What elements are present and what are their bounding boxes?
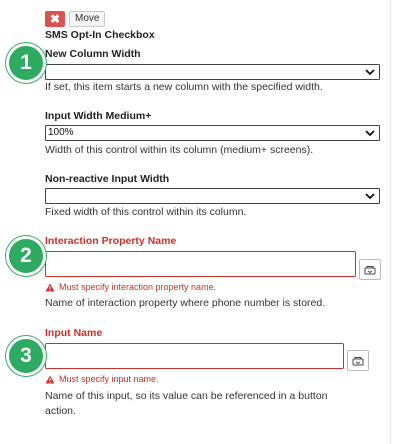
input-name-input[interactable] <box>45 343 344 369</box>
interaction-property-name-help: Name of interaction property where phone number is stored. <box>45 297 326 309</box>
move-button[interactable]: Move <box>69 11 105 27</box>
input-name-picker-button[interactable] <box>347 350 369 371</box>
step-badge-3: 3 <box>6 336 46 376</box>
warning-icon <box>45 375 55 384</box>
new-column-width-help: If set, this item starts a new column with the specified width. <box>45 81 323 93</box>
input-name-label: Input Name <box>45 327 103 339</box>
input-name-help-line: action. <box>45 405 76 417</box>
step-badge-2: 2 <box>6 236 46 276</box>
picker-icon <box>364 265 376 275</box>
property-picker-button[interactable] <box>359 259 381 280</box>
input-width-medium-value: 100% <box>48 127 74 138</box>
non-reactive-width-label: Non-reactive Input Width <box>45 173 170 185</box>
interaction-property-name-label: Interaction Property Name <box>45 235 177 247</box>
chevron-down-icon <box>365 191 375 201</box>
input-name-error <box>45 374 159 384</box>
chevron-down-icon <box>365 128 375 138</box>
new-column-width-select[interactable] <box>45 64 380 80</box>
input-width-medium-help: Width of this control within its column (medium+ screens). <box>45 144 314 156</box>
component-title: SMS Opt-In Checkbox <box>45 29 155 41</box>
chevron-down-icon <box>365 67 375 77</box>
input-width-medium-label: Input Width Medium+ <box>45 110 152 122</box>
input-name-error-text: Must specify input name. <box>59 374 159 384</box>
non-reactive-width-select[interactable] <box>45 188 380 204</box>
delete-button[interactable] <box>45 11 65 27</box>
close-icon: ✖ <box>49 12 61 26</box>
interaction-property-name-error <box>45 282 216 292</box>
warning-icon <box>45 283 55 292</box>
scrollbar[interactable] <box>390 0 405 444</box>
input-name-help-line: Name of this input, so its value can be referenced in a button <box>45 390 328 402</box>
interaction-property-name-input[interactable] <box>45 251 356 277</box>
input-width-medium-select[interactable] <box>45 125 380 141</box>
interaction-property-name-error-text: Must specify interaction property name. <box>59 282 217 292</box>
new-column-width-label: New Column Width <box>45 48 141 60</box>
input-name-help <box>45 389 328 419</box>
step-badge-1: 1 <box>6 43 46 83</box>
non-reactive-width-help: Fixed width of this control within its column. <box>45 206 247 218</box>
picker-icon <box>352 356 364 366</box>
